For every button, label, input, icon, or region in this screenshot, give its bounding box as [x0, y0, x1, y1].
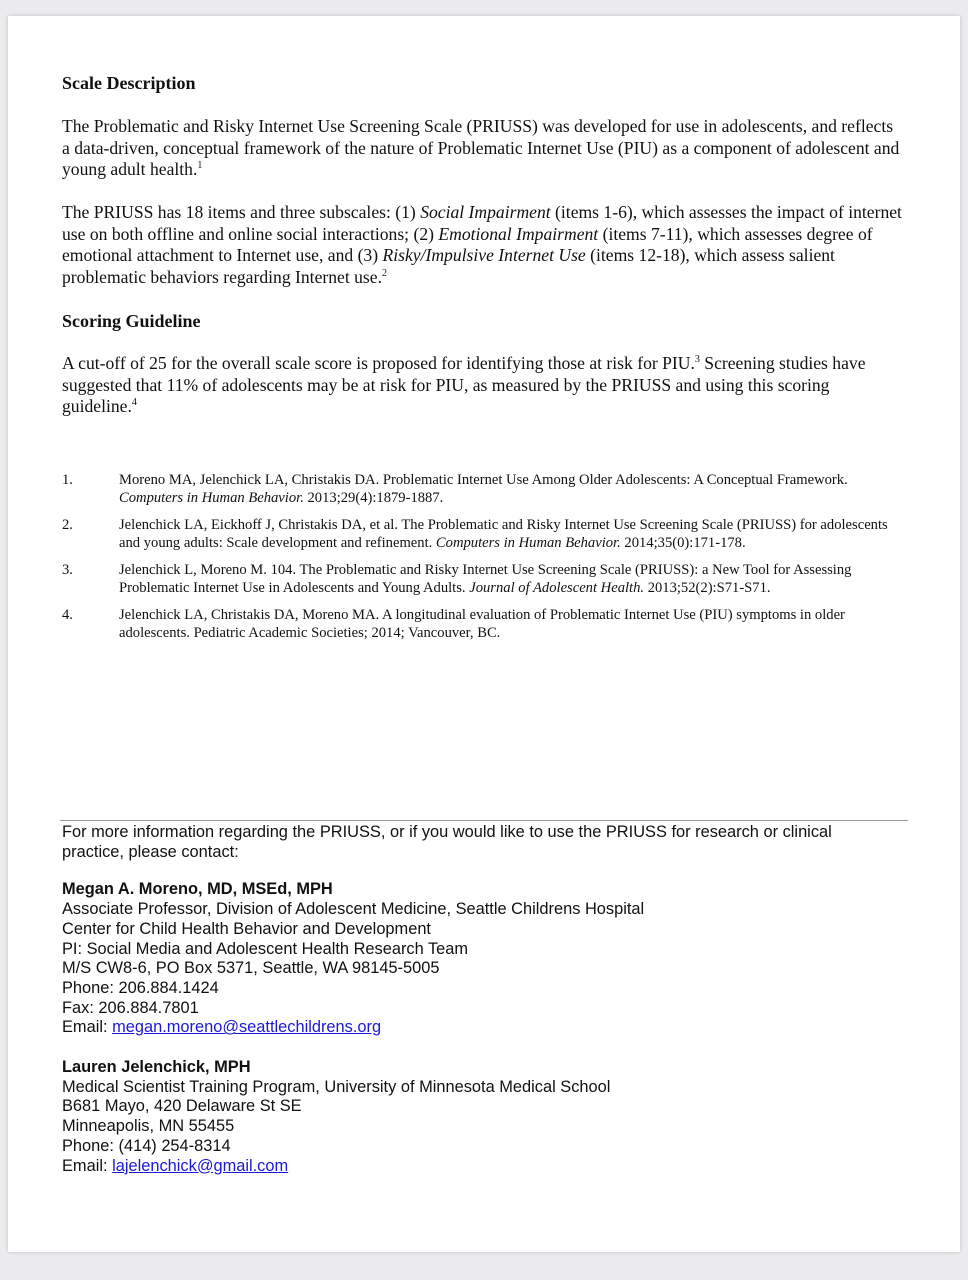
- scoring-text-1: A cut-off of 25 for the overall scale score is proposed for identifying those at risk for PIU.: [62, 353, 695, 373]
- contact-fax: Fax: 206.884.7801: [62, 998, 199, 1017]
- reference-journal: Computers in Human Behavior.: [435, 535, 621, 551]
- reference-number: 2.: [62, 517, 73, 533]
- reference-number: 4.: [62, 607, 73, 623]
- subscale-risky-impulsive: Risky/Impulsive Internet Use: [382, 245, 586, 266]
- subscale-emotional-impairment: Emotional Impairment: [438, 223, 599, 244]
- contact-line: M/S CW8-6, PO Box 5371, Seattle, WA 98145-5005: [62, 959, 440, 978]
- contact-person-jelenchick: [62, 1058, 892, 1176]
- email-label: Email:: [62, 1018, 113, 1037]
- subscale-social-impairment: Social Impairment: [420, 202, 551, 222]
- contact-line: Medical Scientist Training Program, University of Minnesota Medical School: [62, 1077, 611, 1096]
- footnote-ref-4: 4: [131, 397, 137, 409]
- contact-phone: Phone: (414) 254-8314: [62, 1136, 231, 1155]
- contact-person-moreno: [62, 880, 892, 1038]
- scoring-guideline-heading: Scoring Guideline: [62, 311, 201, 331]
- contact-intro: For more information regarding the PRIUSS, or if you would like to use the PRIUSS for research or clinical practice, please contact:: [62, 823, 832, 861]
- reference-journal: Journal of Adolescent Health.: [469, 580, 645, 596]
- contact-line: Center for Child Health Behavior and Development: [62, 919, 431, 938]
- footnote-ref-2: 2: [382, 267, 387, 279]
- contact-line: B681 Mayo, 420 Delaware St SE: [62, 1097, 302, 1116]
- reference-citation: 2013;29(4):1879-1887.: [303, 490, 444, 506]
- contact-line: PI: Social Media and Adolescent Health Research Team: [62, 939, 469, 958]
- contact-email-line: [62, 1018, 892, 1038]
- scale-description-paragraph-1: [62, 116, 902, 181]
- section-divider: [60, 820, 908, 821]
- contact-phone: Phone: 206.884.1424: [62, 978, 219, 997]
- footnote-ref-3: 3: [694, 354, 700, 365]
- scale-description-paragraph-2: [62, 202, 902, 288]
- document-page: [8, 16, 960, 1252]
- reference-text: Jelenchick L, Moreno M. 104. The Problematic and Risky Internet Use Screening Scale (PRIUSS): a New Tool for Assessing Problematic Internet Use in Adolescents and Young Adults.: [119, 562, 852, 596]
- footnote-ref-1: 1: [197, 160, 203, 172]
- para2-text-1: The PRIUSS has 18 items and three subscales: (1): [62, 202, 421, 222]
- reference-text: Jelenchick LA, Eickhoff J, Christakis DA, et al. The Problematic and Risky Internet Use Screening Scale (PRIUSS) for adolescents and young adults: Scale development and refinement.: [119, 517, 888, 551]
- reference-citation: 2014;35(0):171-178.: [620, 535, 746, 551]
- reference-journal: Computers in Human Behavior.: [119, 490, 304, 506]
- para2-text-4: (items 12-18), which assess salient problematic behaviors regarding Internet use.: [62, 245, 835, 287]
- contact-section: [62, 823, 892, 1176]
- reference-number: 1.: [62, 472, 73, 488]
- para2-text-3: (items 7-11), which assesses degree of emotional attachment to Internet use, and (3): [62, 223, 873, 266]
- reference-item: [62, 471, 912, 507]
- reference-item: [62, 606, 912, 642]
- email-link-jelenchick[interactable]: lajelenchick@gmail.com: [112, 1156, 289, 1175]
- reference-citation: 2013;52(2):S71-S71.: [644, 580, 771, 596]
- scoring-text-2: Screening studies have suggested that 11% of adolescents may be at risk for PIU, as measured by the PRIUSS and using this scoring guideline.: [62, 353, 866, 417]
- scale-description-section: [62, 72, 195, 94]
- reference-text: Moreno MA, Jelenchick LA, Christakis DA. Problematic Internet Use Among Older Adolescents: A Conceptual Framework.: [119, 472, 848, 488]
- para1-text: The Problematic and Risky Internet Use Screening Scale (PRIUSS) was developed for use in adolescents, and reflects a data-driven, conceptual framework of the nature of Problematic Internet Use (PIU) as a component of adolescent and young adult health.: [62, 116, 900, 180]
- reference-number: 3.: [62, 562, 73, 578]
- contact-line: Minneapolis, MN 55455: [62, 1117, 235, 1136]
- contact-name: Lauren Jelenchick, MPH: [62, 1058, 251, 1077]
- reference-item: [62, 516, 912, 552]
- reference-text: Jelenchick LA, Christakis DA, Moreno MA. A longitudinal evaluation of Problematic Internet Use (PIU) symptoms in older adolescents. Pediatric Academic Societies; 2014; Vancouver, BC.: [119, 607, 845, 641]
- scoring-guideline-paragraph: [62, 353, 902, 418]
- email-link-moreno[interactable]: megan.moreno@seattlechildrens.org: [112, 1018, 382, 1037]
- scoring-guideline-section: [62, 310, 201, 332]
- contact-email-line: [62, 1157, 892, 1177]
- reference-item: [62, 561, 912, 597]
- para2-text-2: (items 1-6), which assesses the impact of internet use on both offline and online social interactions; (2): [62, 202, 902, 244]
- scale-description-heading: Scale Description: [62, 73, 196, 93]
- contact-name: Megan A. Moreno, MD, MSEd, MPH: [62, 880, 333, 899]
- email-label: Email:: [62, 1156, 113, 1175]
- contact-line: Associate Professor, Division of Adolescent Medicine, Seattle Childrens Hospital: [62, 900, 645, 919]
